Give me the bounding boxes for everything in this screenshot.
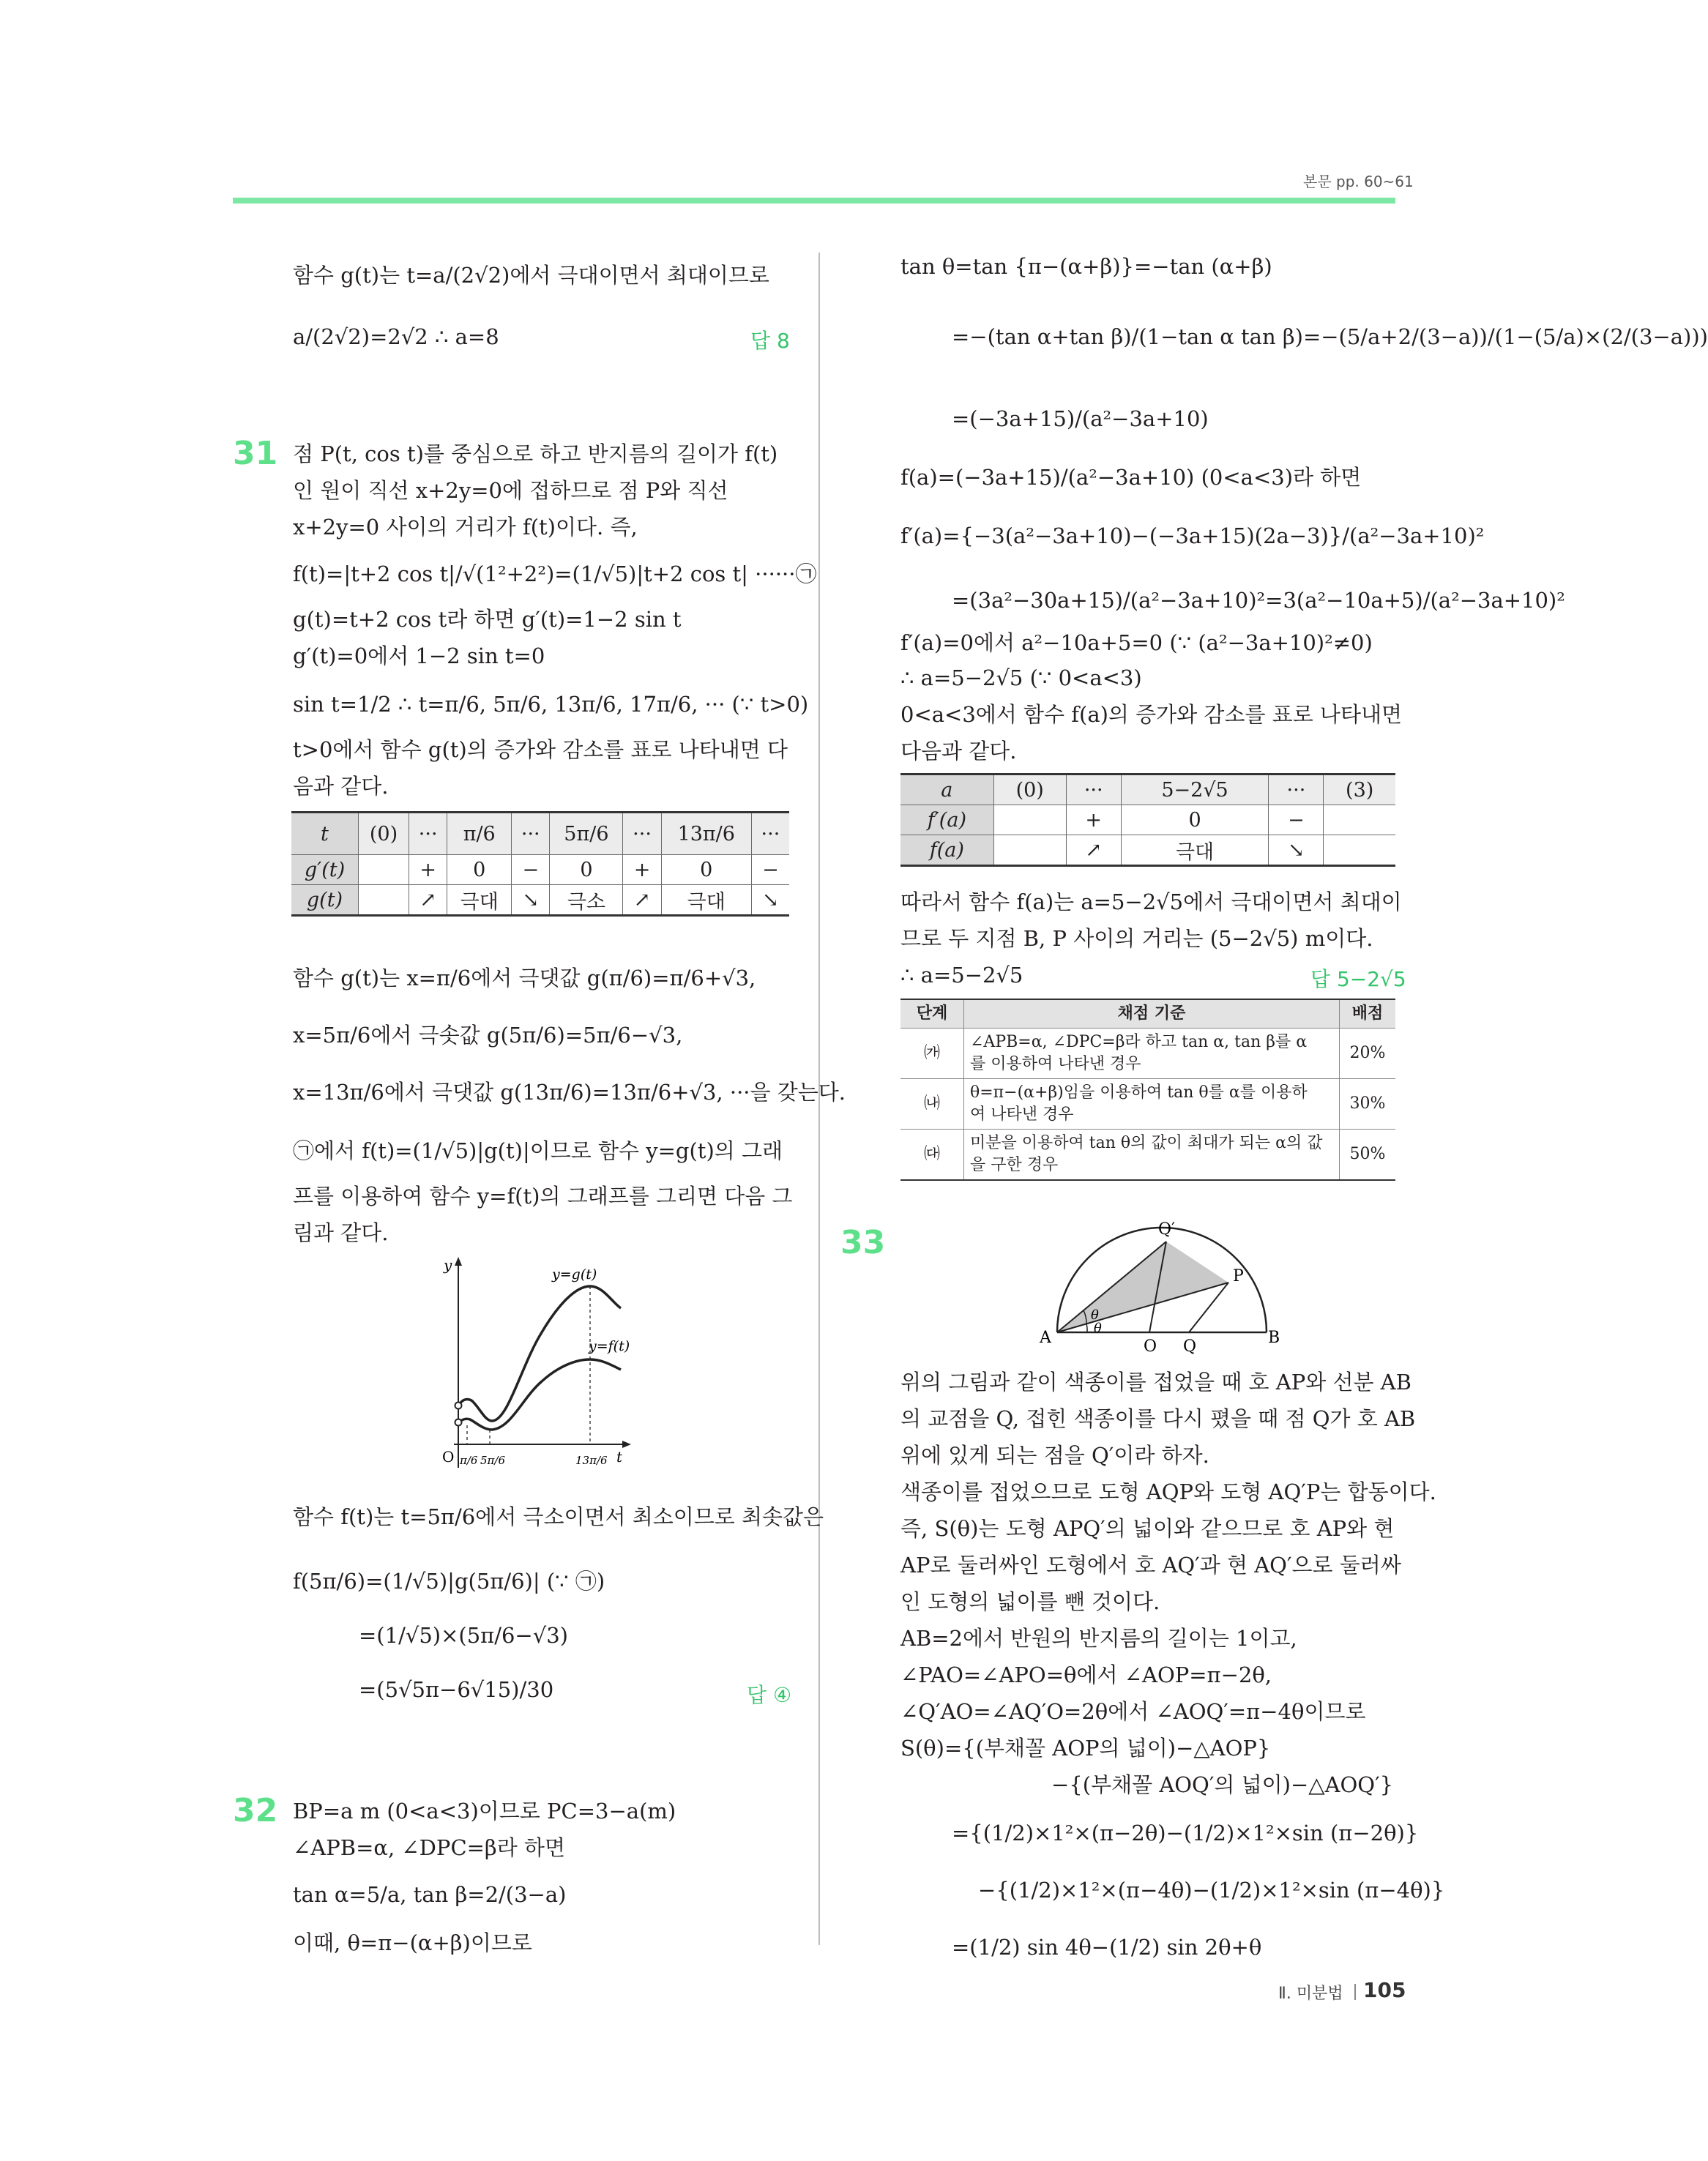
fig-label-B: B	[1268, 1329, 1280, 1347]
table-cell: −	[512, 855, 550, 885]
p31-graph	[432, 1255, 652, 1482]
p33-line-14: −{(1/2)×1²×(π−4θ)−(1/2)×1²×sin (π−4θ)}	[978, 1878, 1445, 1903]
table-row	[291, 855, 789, 885]
p32-right-line-10: 다음과 같다.	[900, 739, 1017, 764]
fig-label-O: O	[1144, 1337, 1157, 1356]
table-cell: −	[1269, 805, 1324, 835]
criteria-line: θ=π−(α+β)임을 이용하여 tan θ를 α를 이용하	[970, 1083, 1308, 1102]
fig-label-theta-2: θ	[1094, 1321, 1102, 1336]
fig-label-Qprime: Q′	[1158, 1220, 1176, 1239]
table-cell: 극대	[661, 885, 751, 916]
p32-variation-table	[900, 773, 1395, 867]
p32-right-line-9: 0<a<3에서 함수 f(a)의 증가와 감소를 표로 나타내면	[900, 702, 1402, 727]
graph-label-y: y	[444, 1256, 452, 1274]
table-cell: (0)	[993, 775, 1066, 805]
table-cell: 극대	[1121, 835, 1269, 866]
p33-line-1: 위의 그림과 같이 색종이를 접었을 때 호 AP와 선분 AB	[900, 1370, 1411, 1395]
page-reference: 본문 pp. 60~61	[1303, 173, 1414, 190]
table-cell: ↘	[1269, 835, 1324, 866]
p32-right-line-8: ∴ a=5−2√5 (∵ 0<a<3)	[900, 665, 1142, 690]
table-cell: 0	[1121, 805, 1269, 835]
table-cell: −	[751, 855, 789, 885]
curve-g-start	[455, 1403, 462, 1409]
p31-line-9: 음과 같다.	[293, 774, 389, 799]
p32-right-line-7: f′(a)=0에서 a²−10a+5=0 (∵ (a²−3a+10)²≠0)	[900, 630, 1373, 655]
footer-page-number: 105	[1363, 1978, 1406, 2002]
y-axis-arrow	[455, 1257, 462, 1266]
p31-line-15: 림과 같다.	[293, 1220, 389, 1245]
p31-line-12: x=13π/6에서 극댓값 g(13π/6)=13π/6+√3, ···을 갖는다.	[293, 1080, 846, 1105]
p33-line-3: 위에 있게 되는 점을 Q′이라 하자.	[900, 1443, 1209, 1468]
table-cell: ···	[751, 813, 789, 855]
p33-line-12: −{(부채꼴 AOQ′의 넓이)−△AOQ′}	[1051, 1772, 1394, 1797]
table-cell: g′(t)	[291, 855, 358, 885]
table-row	[900, 1130, 1395, 1181]
p31-line-7: sin t=1/2 ∴ t=π/6, 5π/6, 13π/6, 17π/6, ··· (∵ t>0)	[293, 692, 809, 717]
p32-right-line-5: f′(a)={−3(a²−3a+10)−(−3a+15)(2a−3)}/(a²−3a+10)²	[900, 523, 1485, 548]
table-cell: +	[623, 855, 661, 885]
table-cell: 5−2√5	[1121, 775, 1269, 805]
table-cell: f(a)	[900, 835, 993, 866]
table-cell	[358, 885, 409, 916]
p32-line-1: BP=a m (0<a<3)이므로 PC=3−a(m)	[293, 1799, 676, 1824]
table-cell: (0)	[358, 813, 409, 855]
p31-variation-table	[291, 811, 789, 917]
graph-label-origin: O	[442, 1448, 455, 1466]
fig-label-P: P	[1233, 1267, 1244, 1285]
grading-step: ㈐	[900, 1130, 964, 1181]
grading-step: ㈎	[900, 1029, 964, 1079]
grading-score: 30%	[1340, 1079, 1396, 1130]
p31-line-16: 함수 f(t)는 t=5π/6에서 극소이면서 최소이므로 최솟값은	[293, 1504, 824, 1529]
table-cell	[993, 835, 1066, 866]
p31-line-14: 프를 이용하여 함수 y=f(t)의 그래프를 그리면 다음 그	[293, 1184, 793, 1209]
table-cell: ↘	[512, 885, 550, 916]
p32-right-line-12: 므로 두 지점 B, P 사이의 거리는 (5−2√5) m이다.	[900, 926, 1373, 951]
table-row	[291, 885, 789, 916]
table-row	[900, 835, 1395, 866]
p32-right-line-3: =(−3a+15)/(a²−3a+10)	[952, 406, 1209, 431]
criteria-line: 여 나타낸 경우	[970, 1105, 1074, 1124]
table-cell: 13π/6	[661, 813, 751, 855]
graph-label-g: y=g(t)	[552, 1266, 597, 1283]
table-cell	[993, 805, 1066, 835]
footer-divider	[1354, 1984, 1356, 2000]
table-cell: ↗	[623, 885, 661, 916]
t-axis-arrow	[622, 1441, 631, 1448]
criteria-line: 미분을 이용하여 tan θ의 값이 최대가 되는 α의 값	[970, 1134, 1323, 1152]
table-cell: ···	[1066, 775, 1121, 805]
criteria-line: 을 구한 경우	[970, 1156, 1059, 1174]
p33-line-4: 색종이를 접었으므로 도형 AQP와 도형 AQ′P는 합동이다.	[900, 1479, 1436, 1504]
table-cell: ↗	[409, 885, 447, 916]
grading-score: 20%	[1340, 1029, 1396, 1079]
table-cell: 극대	[447, 885, 512, 916]
table-cell: a	[900, 775, 993, 805]
table-cell: +	[1066, 805, 1121, 835]
grading-header: 채점 기준	[964, 999, 1340, 1029]
table-row	[900, 805, 1395, 835]
p33-line-5: 즉, S(θ)는 도형 APQ′의 넓이와 같으므로 호 AP와 현	[900, 1516, 1395, 1541]
p31-line-11: x=5π/6에서 극솟값 g(5π/6)=5π/6−√3,	[293, 1023, 683, 1048]
table-cell	[1324, 835, 1395, 866]
criteria-line: 를 이용하여 나타낸 경우	[970, 1055, 1141, 1073]
problem-number-33: 33	[840, 1224, 886, 1261]
grading-header: 배점	[1340, 999, 1396, 1029]
shaded-region	[1057, 1242, 1228, 1332]
table-cell	[358, 855, 409, 885]
curve-f	[458, 1359, 621, 1430]
table-cell: 0	[661, 855, 751, 885]
fig-label-Q: Q	[1183, 1337, 1197, 1356]
footer-chapter: Ⅱ. 미분법	[1278, 1985, 1343, 2003]
table-cell: 극소	[550, 885, 623, 916]
table-cell: t	[291, 813, 358, 855]
graph-tick-2: 5π/6	[480, 1454, 505, 1467]
p32-right-line-11: 따라서 함수 f(a)는 a=5−2√5에서 극대이면서 최대이	[900, 889, 1402, 914]
p33-line-2: 의 교점을 Q, 접힌 색종이를 다시 폈을 때 점 Q가 호 AB	[900, 1406, 1416, 1431]
graph-label-t: t	[616, 1448, 623, 1466]
answer-32: 답 5−2√5	[1310, 967, 1406, 991]
table-cell: ···	[512, 813, 550, 855]
graph-label-f: y=f(t)	[589, 1338, 630, 1354]
table-cell: ···	[623, 813, 661, 855]
p31-line-17: f(5π/6)=(1/√5)|g(5π/6)| (∵ ㉠)	[293, 1569, 605, 1594]
graph-tick-1: π/6	[460, 1454, 478, 1467]
fig-label-A: A	[1040, 1329, 1051, 1347]
table-cell: 5π/6	[550, 813, 623, 855]
header-rule	[233, 198, 1395, 204]
p31-line-18: =(1/√5)×(5π/6−√3)	[359, 1623, 568, 1648]
table-row	[291, 813, 789, 855]
p31-line-1: 점 P(t, cos t)를 중심으로 하고 반지름의 길이가 f(t)	[293, 441, 778, 466]
p33-line-7: 인 도형의 넓이를 뺀 것이다.	[900, 1589, 1160, 1614]
table-row	[900, 1079, 1395, 1130]
table-cell: 0	[447, 855, 512, 885]
problem-number-32: 32	[233, 1792, 278, 1829]
table-cell	[1324, 805, 1395, 835]
p31-line-19: =(5√5π−6√15)/30	[359, 1677, 554, 1702]
grading-header: 단계	[900, 999, 964, 1029]
table-cell: 0	[550, 855, 623, 885]
p32-line-4: 이때, θ=π−(α+β)이므로	[293, 1930, 532, 1955]
table-cell: ···	[409, 813, 447, 855]
grading-criteria	[964, 1079, 1340, 1130]
p32-right-line-4: f(a)=(−3a+15)/(a²−3a+10) (0<a<3)라 하면	[900, 465, 1362, 490]
table-cell: +	[409, 855, 447, 885]
table-row	[900, 775, 1395, 805]
grading-step: ㈏	[900, 1079, 964, 1130]
p31-line-5: g(t)=t+2 cos t라 하면 g′(t)=1−2 sin t	[293, 607, 682, 632]
answer-31: 답 ④	[747, 1683, 792, 1707]
table-cell: ↗	[1066, 835, 1121, 866]
p33-line-9: ∠PAO=∠APO=θ에서 ∠AOP=π−2θ,	[900, 1662, 1272, 1687]
p33-line-11: S(θ)={(부채꼴 AOP의 넓이)−△AOP}	[900, 1736, 1271, 1761]
table-row	[900, 999, 1395, 1029]
p32-line-3: tan α=5/a, tan β=2/(3−a)	[293, 1882, 567, 1907]
p31-line-4: f(t)=|t+2 cos t|/√(1²+2²)=(1/√5)|t+2 cos t| ······㉠	[293, 561, 817, 586]
intro-line-1: 함수 g(t)는 t=a/(2√2)에서 극대이면서 최대이므로	[293, 263, 769, 288]
table-cell: g(t)	[291, 885, 358, 916]
p33-line-13: ={(1/2)×1²×(π−2θ)−(1/2)×1²×sin (π−2θ)}	[952, 1821, 1419, 1845]
p33-figure	[1032, 1215, 1280, 1356]
curve-f-start	[455, 1419, 462, 1426]
p32-line-2: ∠APB=α, ∠DPC=β라 하면	[293, 1835, 565, 1860]
graph-tick-3: 13π/6	[575, 1454, 608, 1467]
p32-right-line-1: tan θ=tan {π−(α+β)}=−tan (α+β)	[900, 254, 1272, 279]
p31-line-8: t>0에서 함수 g(t)의 증가와 감소를 표로 나타내면 다	[293, 737, 788, 762]
table-cell: f′(a)	[900, 805, 993, 835]
table-cell: (3)	[1324, 775, 1395, 805]
problem-number-31: 31	[233, 435, 278, 472]
table-cell: ···	[1269, 775, 1324, 805]
p33-line-15: =(1/2) sin 4θ−(1/2) sin 2θ+θ	[952, 1935, 1262, 1960]
p31-line-3: x+2y=0 사이의 거리가 f(t)이다. 즉,	[293, 515, 638, 540]
p33-line-6: AP로 둘러싸인 도형에서 호 AQ′과 현 AQ′으로 둘러싸	[900, 1553, 1401, 1578]
angle-arc	[1086, 1324, 1087, 1332]
p32-right-line-13: ∴ a=5−2√5	[900, 963, 1023, 988]
p32-right-line-2: =−(tan α+tan β)/(1−tan α tan β)=−(5/a+2/(3−a))/(1−(5/a)×(2/(3−a)))	[952, 324, 1708, 349]
p31-line-6: g′(t)=0에서 1−2 sin t=0	[293, 643, 545, 668]
grading-score: 50%	[1340, 1130, 1396, 1181]
fig-label-theta-1: θ	[1091, 1307, 1099, 1323]
p31-line-10: 함수 g(t)는 x=π/6에서 극댓값 g(π/6)=π/6+√3,	[293, 966, 756, 990]
grading-criteria	[964, 1130, 1340, 1181]
intro-line-2: a/(2√2)=2√2 ∴ a=8	[293, 324, 499, 349]
grading-table	[900, 999, 1395, 1181]
grading-criteria	[964, 1029, 1340, 1079]
answer-30: 답 8	[750, 329, 790, 353]
p32-right-line-6: =(3a²−30a+15)/(a²−3a+10)²=3(a²−10a+5)/(a²−3a+10)²	[952, 588, 1565, 613]
p33-line-8: AB=2에서 반원의 반지름의 길이는 1이고,	[900, 1626, 1297, 1651]
table-cell: π/6	[447, 813, 512, 855]
p33-line-10: ∠Q′AO=∠AQ′O=2θ에서 ∠AOQ′=π−4θ이므로	[900, 1699, 1366, 1724]
table-row	[900, 1029, 1395, 1079]
criteria-line: ∠APB=α, ∠DPC=β라 하고 tan α, tan β를 α	[970, 1033, 1308, 1051]
p31-line-2: 인 원이 직선 x+2y=0에 접하므로 점 P와 직선	[293, 478, 728, 503]
p31-line-13: ㉠에서 f(t)=(1/√5)|g(t)|이므로 함수 y=g(t)의 그래	[293, 1138, 783, 1163]
table-cell: ↘	[751, 885, 789, 916]
